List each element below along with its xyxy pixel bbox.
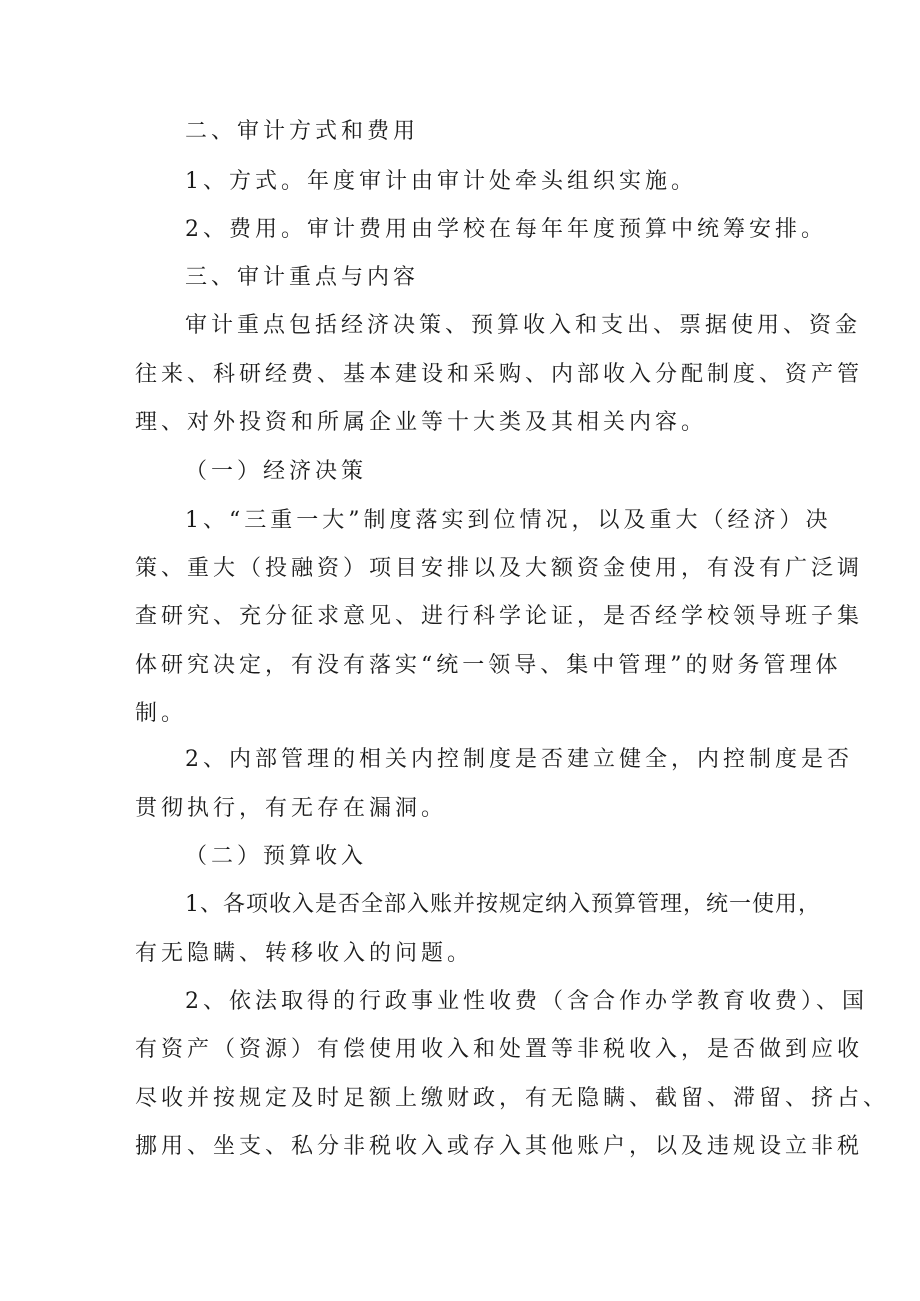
paragraph-line: 2、依法取得的行政事业性收费（含合作办学教育收费）、国 [185,989,868,1014]
paragraph-line: 制。 [135,701,188,726]
paragraph-line: 挪用、坐支、私分非税收入或存入其他账户，以及违规设立非税 [135,1134,864,1159]
paragraph-line: 有资产（资源）有偿使用收入和处置等非税收入，是否做到应收 [135,1037,864,1062]
paragraph-line: 查研究、充分征求意见、进行科学论证，是否经学校领导班子集 [135,604,864,629]
paragraph-line: 策、重大（投融资）项目安排以及大额资金使用，有没有广泛调 [135,556,864,581]
paragraph-line: 1、方式。年度审计由审计处牵头组织实施。 [185,169,697,194]
paragraph-line: 体研究决定，有没有落实“统一领导、集中管理”的财务管理体 [135,653,842,678]
paragraph-line: 1、“三重一大”制度落实到位情况，以及重大（经济）决 [185,508,832,533]
subsection-heading: （一）经济决策 [185,459,368,484]
paragraph-line: 2、内部管理的相关内控制度是否建立健全，内控制度是否 [185,747,853,772]
paragraph-line: 1、各项收入是否全部入账并按规定纳入预算管理，统一使用， [185,892,821,917]
paragraph-line: 理、对外投资和所属企业等十大类及其相关内容。 [135,410,708,435]
paragraph-line: 有无隐瞒、转移收入的问题。 [135,941,474,966]
section-heading: 三、审计重点与内容 [185,265,420,290]
paragraph-line: 2、费用。审计费用由学校在每年年度预算中统筹安排。 [185,217,827,242]
section-heading: 二、审计方式和费用 [185,119,420,144]
paragraph-line: 尽收并按规定及时足额上缴财政，有无隐瞒、截留、滞留、挤占、 [135,1086,890,1111]
paragraph-line: 往来、科研经费、基本建设和采购、内部收入分配制度、资产管 [135,362,864,387]
subsection-heading: （二）预算收入 [185,844,368,869]
paragraph-line: 贯彻执行，有无存在漏洞。 [135,796,448,821]
paragraph-line: 审计重点包括经济决策、预算收入和支出、票据使用、资金 [185,313,862,338]
